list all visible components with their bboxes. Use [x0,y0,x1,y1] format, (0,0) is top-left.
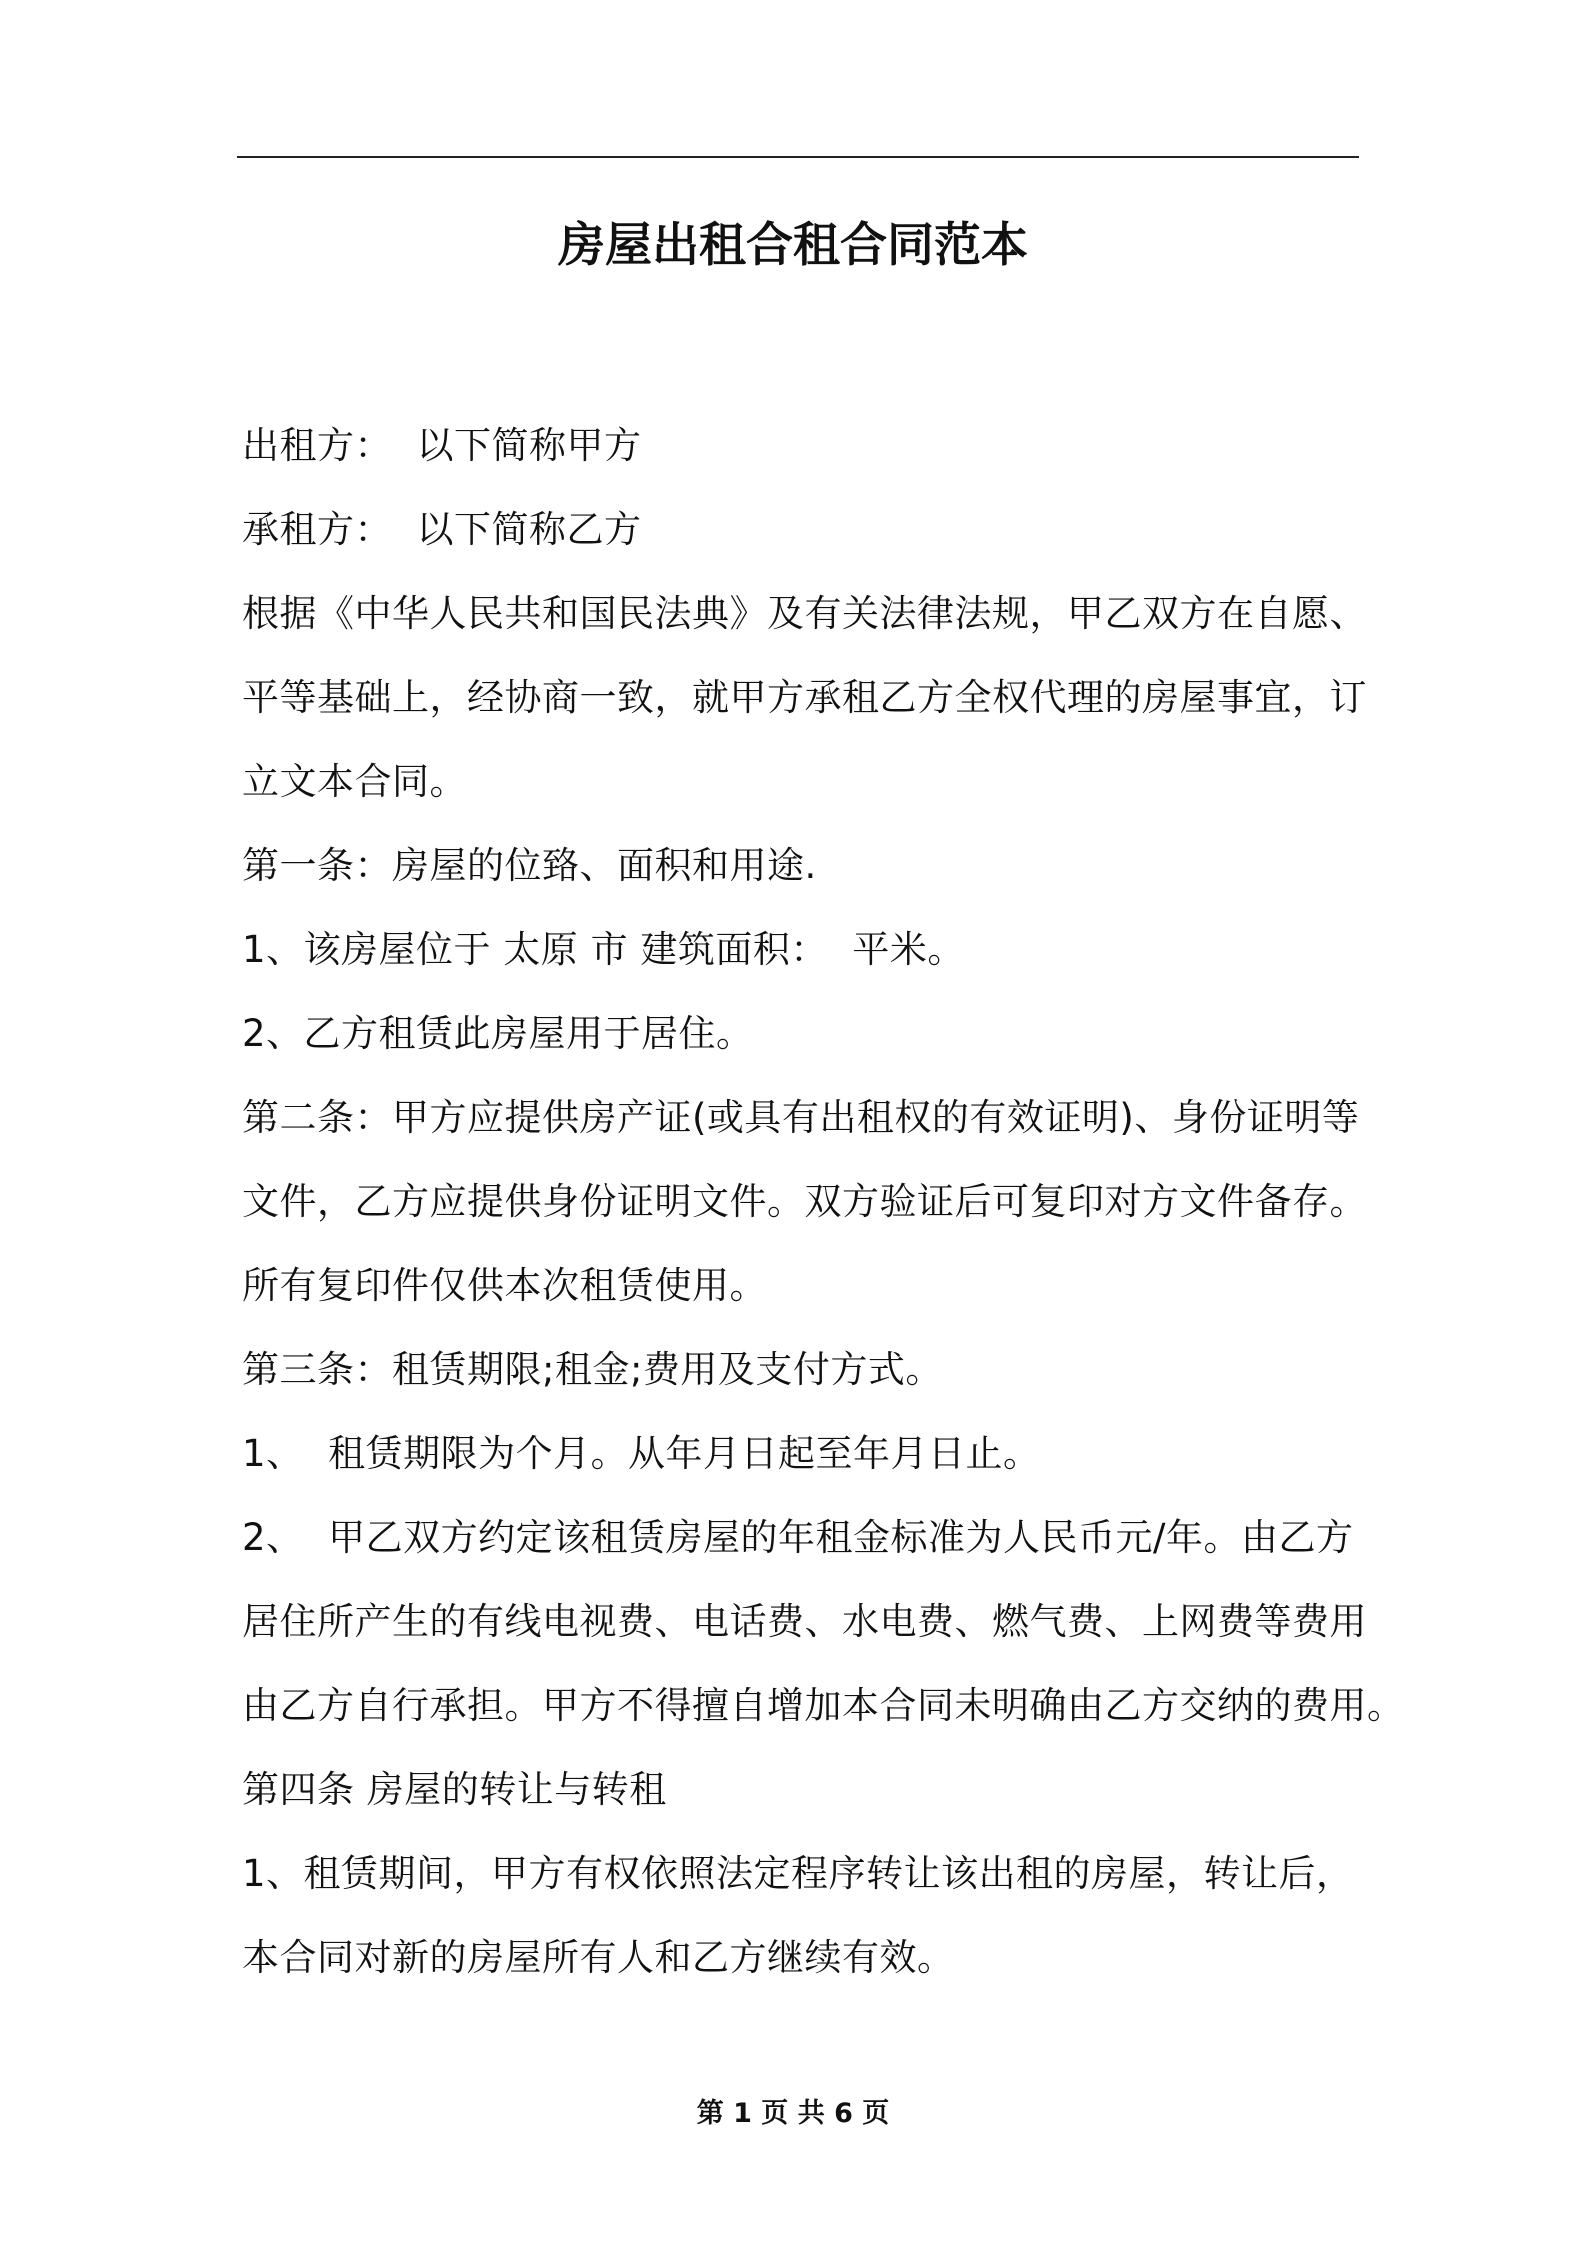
line-preamble-2: 平等基础上，经协商一致，就甲方承租乙方全权代理的房屋事宜，订 [242,676,1367,719]
article-1-item-2: 2、乙方租赁此房屋用于居住。 [242,1012,754,1055]
page-footer: 第 1 页 共 6 页 [696,2098,890,2129]
line-preamble-3: 立文本合同。 [242,760,467,803]
article-2-line-1: 第二条：甲方应提供房产证(或具有出租权的有效证明)、身份证明等 [242,1096,1360,1139]
article-3-item-2-line-2: 居住所产生的有线电视费、电话费、水电费、燃气费、上网费等费用 [242,1600,1367,1643]
article-2-line-2: 文件，乙方应提供身份证明文件。双方验证后可复印对方文件备存。 [242,1180,1367,1223]
article-4-item-1-line-2: 本合同对新的房屋所有人和乙方继续有效。 [242,1936,955,1979]
document-title: 房屋出租合租合同范本 [558,218,1028,273]
line-lessor: 出租方： 以下简称甲方 [242,424,642,467]
article-3-item-2-line-3: 由乙方自行承担。甲方不得擅自增加本合同未明确由乙方交纳的费用。 [242,1684,1405,1727]
article-4-heading: 第四条 房屋的转让与转租 [242,1768,667,1811]
line-preamble-1: 根据《中华人民共和国民法典》及有关法律法规，甲乙双方在自愿、 [242,592,1367,635]
article-1-heading: 第一条：房屋的位臵、面积和用途. [242,844,817,887]
article-3-heading: 第三条：租赁期限;租金;费用及支付方式。 [242,1348,943,1391]
article-4-item-1-line-1: 1、租赁期间，甲方有权依照法定程序转让该出租的房屋，转让后， [242,1852,1354,1895]
contract-body [242,404,1405,2000]
header-rule [237,156,1359,158]
line-lessee: 承租方： 以下简称乙方 [242,508,642,551]
article-3-item-1: 1、 租赁期限为个月。从年月日起至年月日止。 [242,1432,1041,1475]
article-1-item-1: 1、该房屋位于 太原 市 建筑面积： 平米。 [242,928,965,971]
article-3-item-2-line-1: 2、 甲乙双方约定该租赁房屋的年租金标准为人民币元/年。由乙方 [242,1516,1354,1559]
article-2-line-3: 所有复印件仅供本次租赁使用。 [242,1264,767,1307]
